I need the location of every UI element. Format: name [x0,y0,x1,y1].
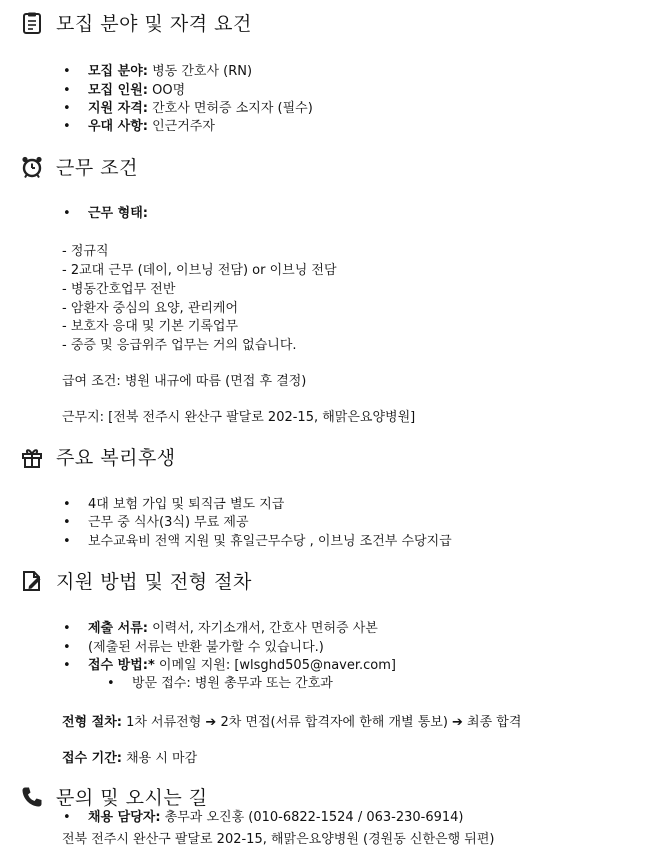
address-text: 전북 전주시 완산구 팔달로 202-15, 해맑은요양병원 (경원동 신한은행 뒤편) [62,832,495,847]
work-line: - 중증 및 응급위주 업무는 거의 없습니다. [62,338,297,353]
work-line: - 보호자 응대 및 기본 기록업무 [62,319,239,334]
alarm-clock-icon [20,155,44,179]
process-text: 전형 절차: 1차 서류전형 ➔ 2차 면접(서류 합격자에 한해 개별 통보) ➔ 최종 합격 [62,715,522,730]
work-line: - 정규직 [62,244,109,259]
edit-document-icon [20,569,44,593]
list-item: • 우대 사항: 인근거주자 [63,119,215,134]
list-item: • 채용 담당자: 총무과 오진홍 (010-6822-1524 / 063-230-6914) [63,810,464,825]
section-recruit-header [20,9,252,36]
list-item: • 4대 보험 가입 및 퇴직금 별도 지급 [63,497,285,512]
salary-text: 급여 조건: 병원 내규에 따름 (면접 후 결정) [62,374,307,389]
work-type-item: • 근무 형태: [63,206,148,221]
section-apply-header [20,567,252,594]
period-text: 접수 기간: 채용 시 마감 [62,751,198,766]
list-item: • (제출된 서류는 반환 불가할 수 있습니다.) [63,640,324,655]
email-link[interactable]: 이메일 지원: [wlsghd505@naver.com] [154,658,396,673]
work-location-text: 근무지: [전북 전주시 완산구 팔달로 202-15, 해맑은요양병원] [62,410,416,425]
list-item: • 근무 중 식사(3식) 무료 제공 [63,515,249,530]
clipboard-icon [20,11,44,35]
work-line: - 병동간호업무 전반 [62,282,176,297]
sub-list-item: • 방문 접수: 병원 총무과 또는 간호과 [107,676,333,691]
section-title: 모집 분야 및 자격 요건 [56,13,252,35]
list-item: • 지원 자격: 간호사 면허증 소지자 (필수) [63,101,313,116]
section-title: 근무 조건 [56,157,138,179]
gift-icon [20,445,44,469]
section-work-header [20,153,138,180]
section-benefits-header [20,443,176,470]
section-title: 주요 복리후생 [56,447,176,469]
list-item: • 제출 서류: 이력서, 자기소개서, 간호사 면허증 사본 [63,621,378,636]
work-line: - 암환자 중심의 요양, 관리케어 [62,301,239,316]
list-item: • 접수 방법:* 이메일 지원: [wlsghd505@naver.com] [63,658,396,673]
list-item: • 모집 분야: 병동 간호사 (RN) [63,64,253,79]
list-item: • 모집 인원: OO명 [63,83,186,98]
section-contact-header [20,783,208,810]
section-title: 지원 방법 및 전형 절차 [56,571,252,593]
list-item: • 보수교육비 전액 지원 및 휴일근무수당 , 이브닝 조건부 수당지급 [63,534,452,549]
work-line: - 2교대 근무 (데이, 이브닝 전담) or 이브닝 전담 [62,263,337,278]
section-title: 문의 및 오시는 길 [56,787,208,809]
phone-icon [20,785,44,809]
